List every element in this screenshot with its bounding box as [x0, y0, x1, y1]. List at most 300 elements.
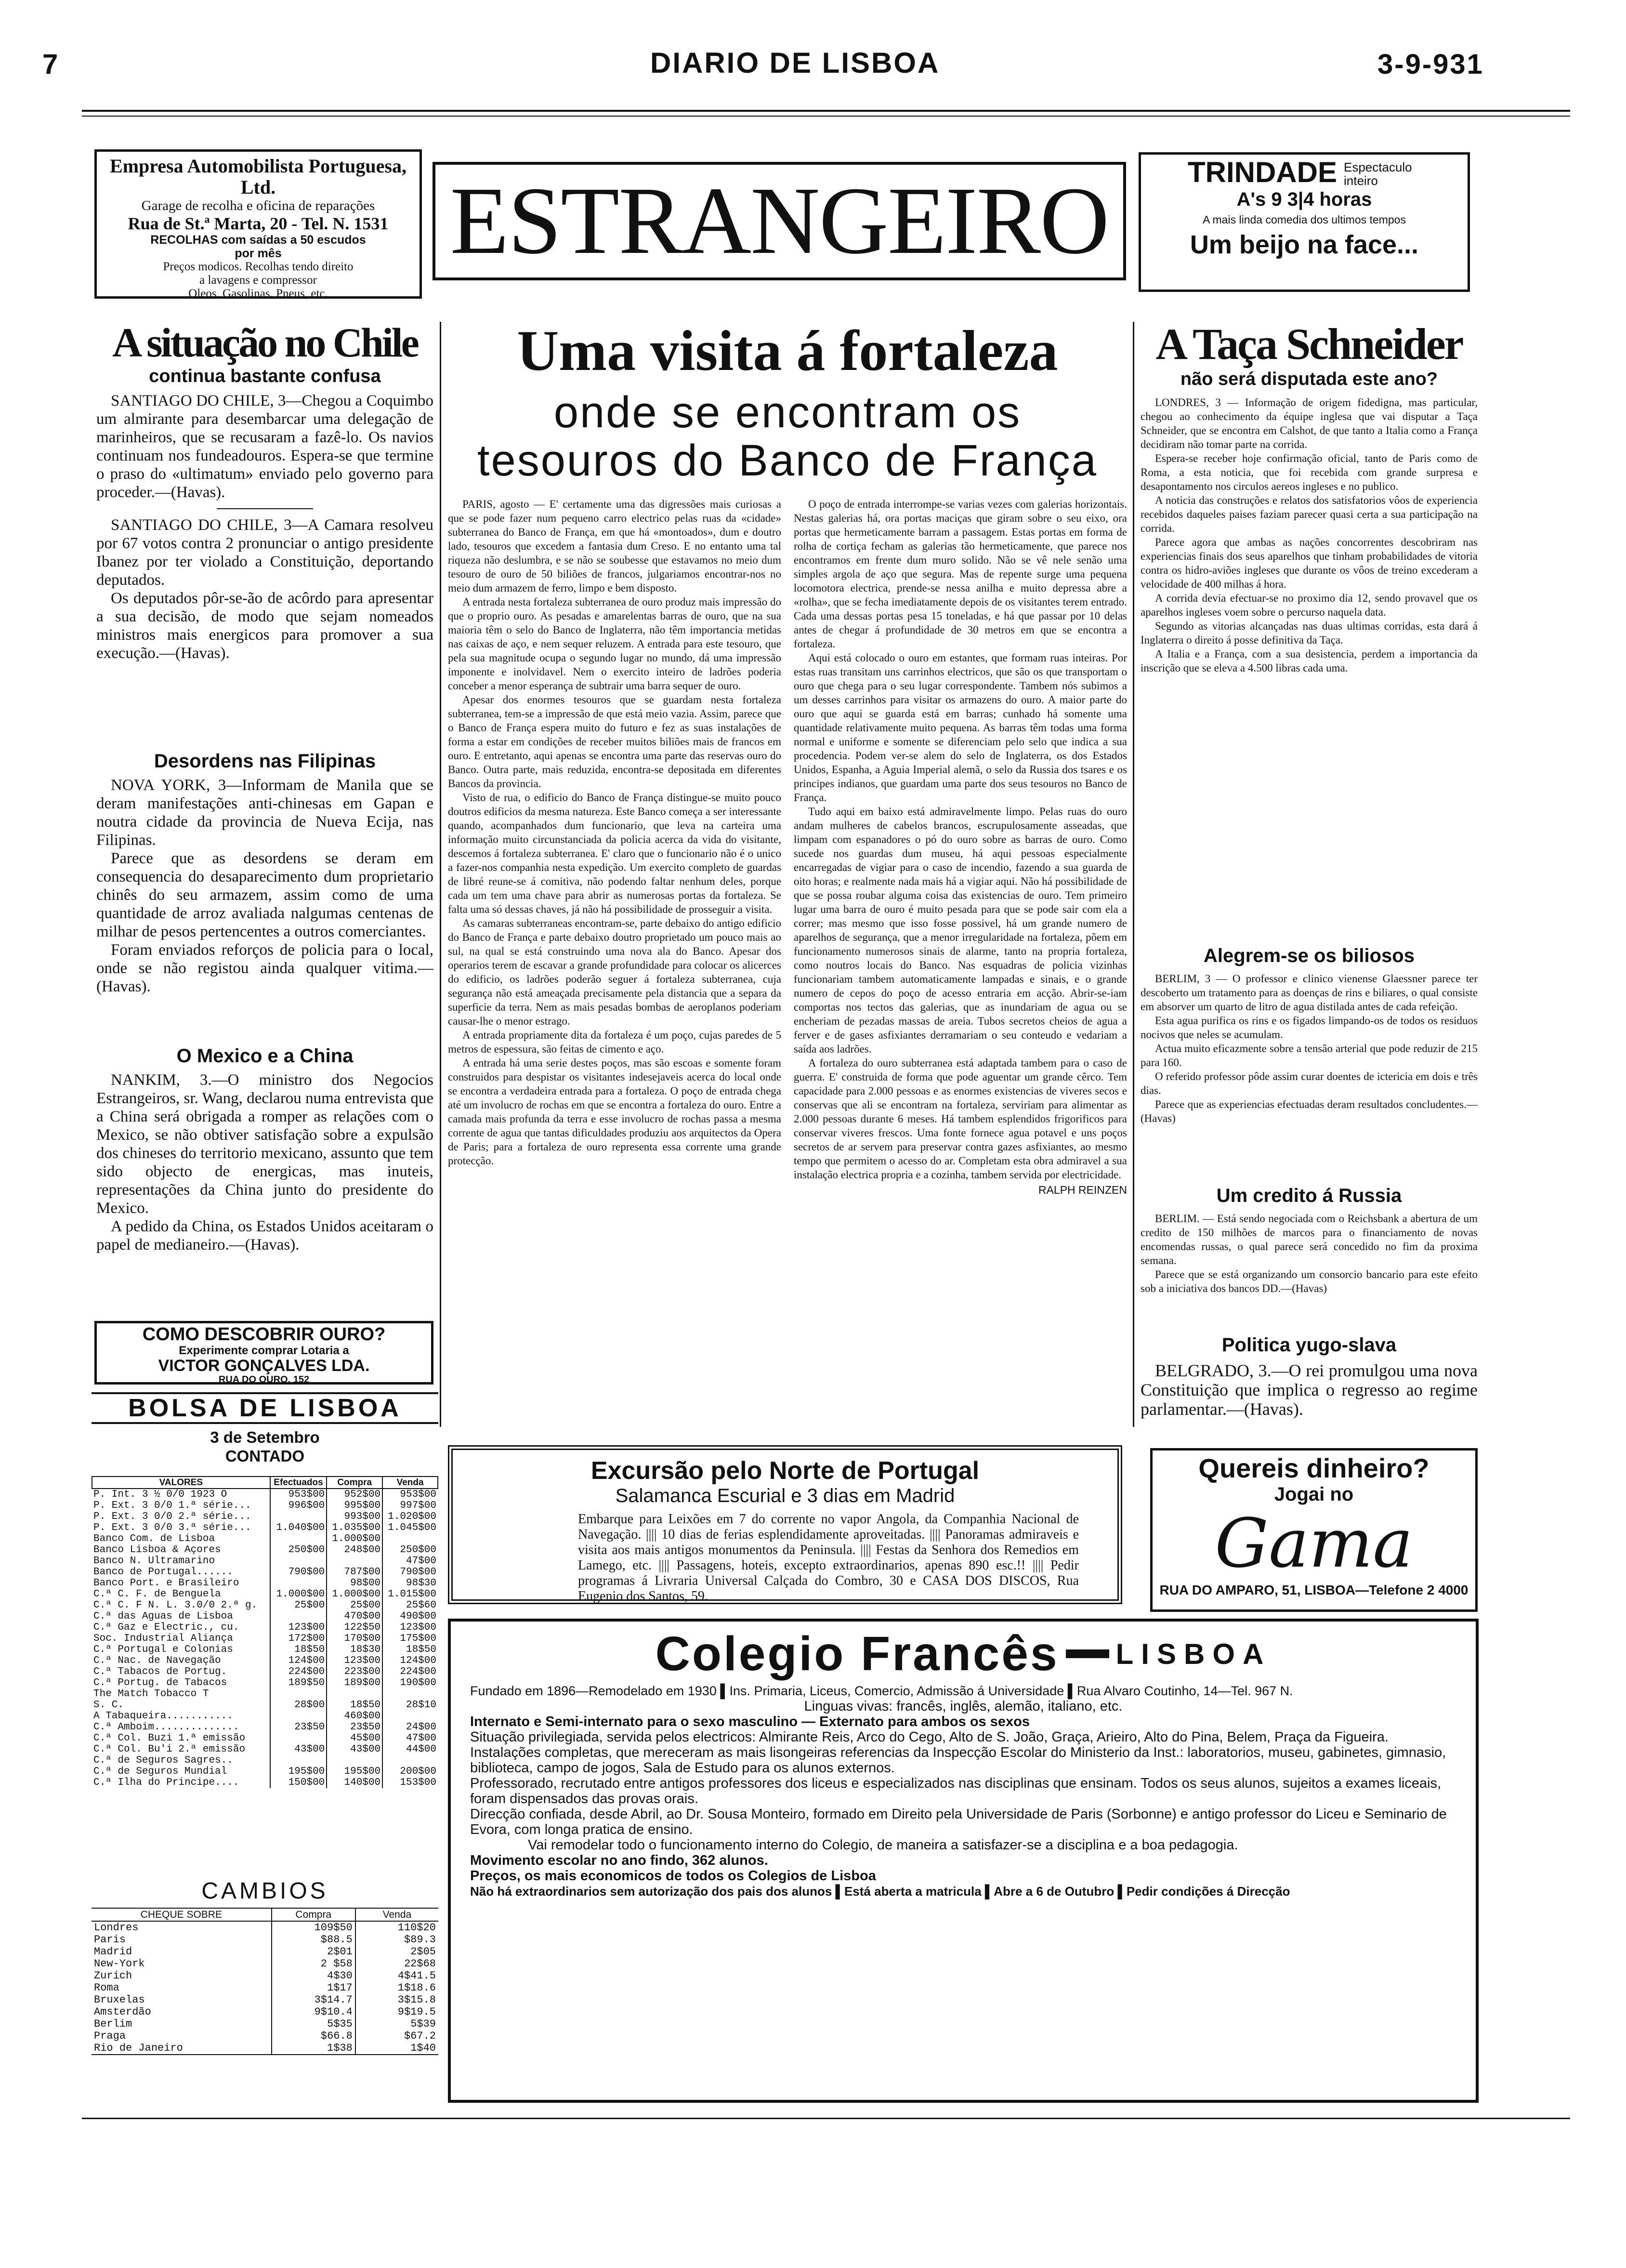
bolsa-cell: 124$00 [270, 1655, 327, 1666]
ad-trindade [1139, 152, 1470, 292]
table-row [92, 1622, 438, 1633]
cambios-cell: 22$68 [355, 1958, 438, 1970]
table-row [92, 1700, 438, 1711]
paragraph: Aqui está colocado o ouro em estantes, que formam ruas inteiras. Por estas ruas transitam uns carrinhos electricos, que são os que transportam o ouro que chega para o seu lugar correspondente. Tambem nós subimos a um desses carrinhos para visitar os armazens do ouro. A maior parte do ouro que aqui se guarda está em barras; cunhado há somente uma quantidade relativamente muito pequena. As barras têm todas uma forma normal e uniforme e somente se diferenciam pelo selo que indica a sua procedencia. Podem ver-se alem do selo de Inglaterra, os dos Estados Unidos, Espanha, a Aguia Imperial alemã, o selo da Russia dos tsares e os principes indianos, que guardam uma parte dos seus tesouros no Banco de França. [794, 652, 1127, 804]
ad-empresa-line: por mês [235, 247, 282, 260]
article-filipinas [96, 751, 433, 996]
bolsa-cell [327, 1688, 382, 1700]
bolsa-cell: 47$00 [382, 1733, 438, 1744]
bolsa-cell: 24$00 [382, 1722, 438, 1733]
ad-gama-address: RUA DO AMPARO, 51, LISBOA—Telefone 2 4000 [1159, 1582, 1469, 1597]
cambios-cell: $88.5 [272, 1934, 355, 1946]
bolsa-valor: A Tabaqueira........... [93, 1711, 233, 1722]
table-row [92, 1600, 438, 1611]
table-row [92, 1744, 438, 1755]
ad-colegio-line: Movimento escolar no ano findo, 362 alunos. [470, 1853, 768, 1868]
paragraph: Parece que se está organizando um consorcio bancario para este efeito sob a iniciativa dos bancos DD.—(Havas) [1141, 1268, 1478, 1294]
paragraph: Apesar dos enormes tesouros que se guardam nesta fortaleza subterranea, tem-se a impressão de que está meio vazia. Assim, parece que o Banco de França espera muito do futuro e fez as suas instalações de forma a estar em condições de receber muitos biliões mais de francos em ouro. E entretanto, aqui apenas se encontra uma parte das reservas ouro do Banco. Outra parte, mais reduzida, encontra-se depositada em diferentes Bancos da provincia. [448, 694, 781, 790]
paragraph: BERLIM, 3 — O professor e clinico vienense Glaessner parece ter descoberto um tratamento para as doenças de rins e biliares, o qual consiste em absorver um quarto de litro de agua distilada antes de cada refeição. [1141, 973, 1478, 1013]
article-fortaleza [448, 318, 1127, 1197]
bolsa-cell: 18$50 [270, 1644, 327, 1655]
cambios-cell: 1$18.6 [355, 1982, 438, 1994]
bolsa-cell: 224$00 [270, 1666, 327, 1677]
bolsa-title: BOLSA DE LISBOA [92, 1392, 438, 1424]
bolsa-cell: 123$00 [327, 1655, 382, 1666]
bolsa-cell [382, 1688, 438, 1700]
bolsa-cell: 250$00 [270, 1544, 327, 1556]
ad-empresa-line: Rua de St.ª Marta, 20 - Tel. N. 1531 [128, 214, 389, 233]
paragraph: A entrada há uma serie destes poços, mas são escoas e somente foram construidos para despistar os visitantes indesejaveis acerca do local onde se encontra a verdadeira entrada para a fortaleza. O poço de entrada chega até um involucro de rochas em que se encontra a fortaleza do ouro. Entre a camada mais profunda da terra e esse involucro de rochas passa a mesma corrente de agua que tantas dificuldades produziu aos arquitectos da Opera de Paris; para a fortaleza de ouro representa essa corrente uma grande protecção. [448, 1057, 781, 1167]
bolsa-valor: C.ª Portugal e Colonias [93, 1644, 233, 1655]
bolsa-cell: 1.000$00 [270, 1589, 327, 1600]
cambios-cell: 1$17 [272, 1982, 355, 1994]
headline: Desordens nas Filipinas [154, 751, 376, 772]
ad-empresa-line: RECOLHAS com saídas a 50 escudos [150, 233, 366, 247]
subhead: continua bastante confusa [149, 366, 381, 386]
bolsa-valor: S. C. [93, 1700, 124, 1711]
bolsa-cell: 44$00 [382, 1744, 438, 1755]
headline: Politica yugo-slava [1221, 1334, 1397, 1356]
headline: A situação no Chile [112, 319, 418, 366]
bolsa-cell: 953$00 [270, 1489, 327, 1500]
bolsa-cell: 124$00 [382, 1655, 438, 1666]
bolsa-valor: C.ª Col. Bu'i 2.ª emissão [93, 1744, 246, 1755]
bolsa-cell [327, 1755, 382, 1766]
paragraph: Visto de rua, o edificio do Banco de França distingue-se muito pouco doutros edificios da mesma natureza. Este Banco começa a ser interessante quando, acompanhados dum funcionario, que leva na carteira uma informação muito circunstanciada da policia acerca da vida do visitante, descemos á fortaleza subterranea. E' claro que o funcionario não é o unico a fazer-nos companhia nesta expedição. Um exercito completo de guardas de libré reune-se á comitiva, não podendo faltar nenhum deles, porque cada um tem uma chave para abrir as numerosas portas da fortaleza. Se falta uma só dessas chaves, já não há possibilidade de prosseguir a visita. [448, 791, 781, 915]
bolsa-header: Compra [327, 1477, 382, 1489]
paragraph: A corrida devia efectuar-se no proximo dia 12, sendo provavel que os aparelhos ingleses voem sobre o percurso naquela data. [1141, 592, 1478, 618]
ad-empresa-line: Preços modicos. Recolhas tendo direito [163, 260, 354, 273]
paragraph: PARIS, agosto — E' certamente uma das digressões mais curiosas a que se pode fazer num pequeno carro electrico pelas ruas da «cidade» subterranea do Banco de França, em que há «montoados», dum e doutro lado, tesouros que excedem a fantasia dum Creso. E no entanto uma tal riqueza não deslumbra, e se não se soubesse que estavamos no meio dum tesouro de ouro de 50 biliões de francos, julgariamos encontrar-nos no meio dum armazem de ferro, limpo e bem disposto. [448, 498, 781, 594]
bolsa-cell: 45$00 [327, 1733, 382, 1744]
bolsa-cell: 43$00 [327, 1744, 382, 1755]
bolsa-cell: 993$00 [327, 1511, 382, 1522]
table-row [92, 2018, 438, 2030]
bolsa-cell [382, 1533, 438, 1544]
bolsa-cell [270, 1578, 327, 1589]
bolsa-valor: C.ª Portug. de Tabacos [93, 1677, 227, 1688]
cambios-moeda: Rio de Janeiro [94, 2042, 183, 2054]
bolsa-valor: P. Ext. 3 0/0 3.ª série... [93, 1522, 251, 1533]
bolsa-valor: P. Ext. 3 0/0 1.ª série... [93, 1500, 251, 1511]
table-row [92, 1766, 438, 1777]
table-row [92, 1500, 438, 1511]
cambios-cell: 2 $58 [272, 1958, 355, 1970]
bolsa-valor: P. Ext. 3 0/0 2.ª série... [93, 1511, 251, 1522]
paragraph: Segundo as vitorias alcançadas nas duas ultimas corridas, esta dará á Inglaterra o direito á posse definitiva da Taça. [1141, 620, 1478, 646]
bolsa-cell: 1.000$00 [327, 1533, 382, 1544]
table-row [92, 1589, 438, 1600]
bolsa-cell: 490$00 [382, 1611, 438, 1622]
bolsa-cell: 123$00 [382, 1622, 438, 1633]
bolsa-cell: 223$00 [327, 1666, 382, 1677]
cambios-cell: 4$41.5 [355, 1970, 438, 1982]
paragraph: O referido professor pôde assim curar doentes de ictericia em dois e três dias. [1141, 1070, 1478, 1096]
cambios-cell: 3$15.8 [355, 1994, 438, 2006]
ad-ouro-address: RUA DO OURO, 152 [218, 1374, 310, 1385]
cambios-header: Venda [355, 1908, 438, 1921]
cambios-moeda: New-York [94, 1958, 145, 1970]
bolsa-cell [270, 1556, 327, 1567]
bolsa-date: 3 de Setembro [210, 1428, 320, 1446]
table-row [92, 1722, 438, 1733]
table-row [92, 1946, 438, 1958]
bolsa-cell: 153$00 [382, 1777, 438, 1788]
paragraph: As camaras subterraneas encontram-se, parte debaixo do antigo edificio do Banco de França e parte debaixo doutro proprietado um pouco mais ao sul, na qual se está construindo uma nova ala do Banco. Apesar dos operarios terem de escavar a grande profundidade para colocar os alicerces do edificio, os ladrões poderão seguer á fortaleza subterranea, cuja segurança não está ameaçada precisamente pela distancia que a separa da superficie da terra. Nem as mais pesadas bombas de aeroplanos poderiam causar-lhe o menor estrago. [448, 917, 781, 1027]
bolsa-cell: 250$00 [382, 1544, 438, 1556]
dash-rule [1066, 1649, 1109, 1658]
bolsa-valor: P. Int. 3 ½ 0/0 1923 O [93, 1489, 227, 1500]
cambios-title: CAMBIOS [201, 1878, 328, 1904]
bolsa-cell: 1.035$00 [327, 1522, 382, 1533]
ad-trindade-play: Um beijo na face... [1190, 230, 1419, 259]
ad-trindade-desc: A mais linda comedia dos ultimos tempos [1203, 213, 1406, 226]
cambios-moeda: Berlim [94, 2018, 132, 2030]
bolsa-cell: 140$00 [327, 1777, 382, 1788]
bolsa-sub: CONTADO [225, 1447, 305, 1465]
cambios-moeda: Bruxelas [94, 1994, 145, 2006]
ad-colegio-city: LISBOA [1115, 1637, 1272, 1670]
table-row [92, 1533, 438, 1544]
bolsa-table [92, 1476, 438, 1788]
bolsa-cell: 189$50 [270, 1677, 327, 1688]
bolsa-cell: 1.000$00 [327, 1589, 382, 1600]
headline: A Taça Schneider [1155, 319, 1463, 369]
cambios-cell: 110$20 [355, 1921, 438, 1934]
table-row [92, 1544, 438, 1556]
fortaleza-column-2 [794, 497, 1127, 1197]
bolsa-cell: 150$00 [270, 1777, 327, 1788]
ad-trindade-time: A's 9 3|4 horas [1236, 189, 1372, 210]
headline: Alegrem-se os biliosos [1204, 945, 1415, 966]
footer-rule [82, 2118, 1570, 2119]
cambios-cell: 3$14.7 [272, 1994, 355, 2006]
bolsa-cell: 28$00 [270, 1700, 327, 1711]
bolsa-cell: 28$10 [382, 1700, 438, 1711]
table-row [92, 1970, 438, 1982]
table-row [92, 1921, 438, 1934]
paragraph: Os deputados pôr-se-ão de acôrdo para apresentar a sua decisão, de modo que sejam nomeados ministros mais energicos para promover a sua execução.—(Havas). [96, 590, 433, 662]
bolsa-cell: 23$50 [270, 1722, 327, 1733]
table-row [92, 1755, 438, 1766]
bolsa-cell: 190$00 [382, 1677, 438, 1688]
bolsa-cell: 189$00 [327, 1677, 382, 1688]
cambios-header: Compra [272, 1908, 355, 1921]
bolsa-cell: 224$00 [382, 1666, 438, 1677]
table-row [92, 1578, 438, 1589]
cambios-cell: $66.8 [272, 2030, 355, 2042]
bolsa-cell: 1.020$00 [382, 1511, 438, 1522]
bolsa-cell: 175$00 [382, 1633, 438, 1644]
bolsa-cell [382, 1755, 438, 1766]
table-row [92, 1982, 438, 1994]
bolsa-cell: 122$50 [327, 1622, 382, 1633]
author: RALPH REINZEN [1038, 1184, 1127, 1196]
bolsa-valor: Banco Port. e Brasileiro [93, 1578, 239, 1589]
table-row [92, 1611, 438, 1622]
bolsa-cell: 248$00 [327, 1544, 382, 1556]
bolsa-cell [270, 1511, 327, 1522]
section-title: ESTRANGEIRO [450, 168, 1109, 274]
bolsa-valor: C.ª das Aguas de Lisboa [93, 1611, 233, 1622]
table-row [92, 1666, 438, 1677]
bolsa-cell: 23$50 [327, 1722, 382, 1733]
cambios-cell: $89.3 [355, 1934, 438, 1946]
bolsa-cell: 195$00 [327, 1766, 382, 1777]
ad-empresa-line: Empresa Automobilista Portuguesa, Ltd. [110, 155, 406, 198]
ad-colegio-line: Instalações completas, que mereceram as mais lisongeiras referencias da Inspecção Escolar do Ministerio da Inst.: laboratorios, museu, gabinetes, gimnasio, biblioteca, campo de jogos, Sala de Estudo para os alunos externos. [470, 1745, 1446, 1776]
bolsa-valor: C.ª Col. Buzi 1.ª emissão [93, 1733, 246, 1744]
paragraph: Espera-se receber hoje confirmação oficial, tanto de Paris como de Roma, a esta noticia, que foi recebida com grande surpresa e desapontamento nos circulos aereos ingleses e no publico. [1141, 452, 1478, 492]
paragraph: A pedido da China, os Estados Unidos aceitaram o papel de medianeiro.—(Havas). [96, 1218, 433, 1253]
bolsa-valor: The Match Tobacco T [93, 1688, 209, 1700]
bolsa-cell: 195$00 [270, 1766, 327, 1777]
table-row [92, 2006, 438, 2018]
paragraph: A entrada propriamente dita da fortaleza é um poço, cujas paredes de 5 metros de espessura, são feitas de cimento e aço. [448, 1029, 781, 1055]
ad-trindade-title: TRINDADE [1188, 156, 1337, 188]
table-row [92, 1711, 438, 1722]
paragraph: LONDRES, 3 — Informação de origem fidedigna, mas particular, chegou ao conhecimento da équipe inglesa que vai disputar a Taça Schneider, que se encontra em Calshot, de que tanto a Italia como a França decidiram não tomar parte na corrida. [1141, 396, 1478, 450]
ad-colegio-line: Situação privilegiada, servida pelos electricos: Almirante Reis, Arco do Cego, Alto de S. João, Graça, Arieiro, Alto do Pina, Belem, Praça da Figueira. [470, 1729, 1389, 1745]
bolsa-valor: C.ª de Seguros Sagres.. [93, 1755, 233, 1766]
newspaper-title: DIARIO DE LISBOA [650, 47, 940, 79]
table-row [92, 1644, 438, 1655]
paragraph: A noticia das construções e relatos dos satisfatorios vôos de experiencia recebidos daqueles paises faziam parecer quasi certa a sua participação na corrida. [1141, 494, 1478, 534]
ad-gama-brand: Gama [1215, 1504, 1413, 1583]
header-rule-2 [82, 116, 1570, 117]
paragraph: BELGRADO, 3.—O rei promulgou uma nova Constituição que implica o regresso ao regime parlamentar.—(Havas). [1141, 1361, 1478, 1419]
bolsa-valor: C.ª de Seguros Mundial [93, 1766, 227, 1777]
cambios-moeda: Paris [94, 1934, 126, 1946]
paragraph: Tudo aqui em baixo está admiravelmente limpo. Pelas ruas do ouro andam mulheres de cabelos brancos, escrupulosamente asseadas, que limpam com espanadores o pó do ouro sobre as barras de ouro. Como sucede nos guardas dum museu, há aqui pessoas especialmente encarregadas de vigiar para o caso de incendio, fazendo a sua guarda de oito horas; e realmente nada mais há a vigiar aqui. Não há possibilidade de que se possa roubar alguma coisa das existencias de ouro. Tem primeiro lugar uma barra de ouro é muito pesada para que se pode sair com ela a correr; mas mesmo que isso fosse possivel, há um grande numero de aparelhos de segurança, que a menor irregularidade na fortaleza, põem em funcionamento numerosos sinais de alarme, tanto na propria fortaleza, como noutros locais do Banco. Nas esquadras de policia vizinhas funcionariam tambem automaticamente lampadas e sinais, e o grande numero de cepos do poço de acesso entraria em acção. Abrir-se-iam comportas nos tectos das galerias, que as inundariam de agua ou se encheriam de pezadas massas de areia. Tubos secretos cheios de agua a ferver e de gases asfixiantes derramariam o seu conteudo e vedariam a saída aos ladrões. [794, 805, 1127, 1055]
ad-colegio-line: Linguas vivas: francês, inglês, alemão, italiano, etc. [804, 1699, 1123, 1714]
section-title-box [433, 162, 1126, 280]
cambios-header: CHEQUE SOBRE [92, 1908, 272, 1921]
bolsa-valor: Banco Lisboa & Açores [93, 1544, 221, 1556]
table-row [92, 1633, 438, 1644]
bolsa-cell: 47$00 [382, 1556, 438, 1567]
paragraph: NOVA YORK, 3—Informam de Manila que se deram manifestações anti-chinesas em Gapan e noutra cidade da provincia de Nueva Ecija, nas Filipinas. [96, 777, 433, 849]
cambios-moeda: Madrid [94, 1946, 132, 1958]
bolsa-valor: C.ª Tabacos de Portug. [93, 1666, 227, 1677]
bolsa-valor: Banco de Portugal...... [93, 1567, 233, 1578]
bolsa-cell [327, 1556, 382, 1567]
cambios-cell: 2$01 [272, 1946, 355, 1958]
cambios-cell: 1$40 [355, 2042, 438, 2055]
paragraph: Parece que as desordens se deram em consequencia do desaparecimento dum proprietario chinês do seu armazem, assim como de uma quantidade de arroz avaliada nalgumas centenas de milhar de pesos pertencentes a outros comerciantes. [96, 850, 433, 940]
article-taca-schneider [1141, 319, 1478, 675]
cambios-cell: 1$38 [272, 2042, 355, 2055]
cambios-section [92, 1878, 438, 2055]
cambios-moeda: Londres [94, 1922, 139, 1934]
article-biliosos [1141, 945, 1478, 1125]
table-row [92, 1556, 438, 1567]
bolsa-cell: 952$00 [327, 1489, 382, 1500]
subhead: não será disputada este ano? [1180, 369, 1438, 389]
bolsa-valor: C.ª Nac. de Navegação [93, 1655, 221, 1666]
bolsa-valor: C.ª C. F N. L. 3.0/0 2.ª g. [93, 1600, 258, 1611]
bolsa-cell: 170$00 [327, 1633, 382, 1644]
bolsa-cell: 1.040$00 [270, 1522, 327, 1533]
bolsa-cell: 200$00 [382, 1766, 438, 1777]
ad-colegio-line: Preços, os mais economicos de todos os Colegios de Lisboa [470, 1868, 876, 1884]
ad-gama [1150, 1448, 1478, 1612]
header-rule [82, 110, 1570, 112]
cambios-table [92, 1908, 438, 2055]
bolsa-cell: 98$30 [382, 1578, 438, 1589]
bolsa-cell: 1.015$00 [382, 1589, 438, 1600]
ad-trindade-note: Espectaculo inteiro [1344, 160, 1412, 188]
paragraph: Parece que as experiencias efectuadas deram resultados concludentes.—(Havas) [1141, 1098, 1478, 1124]
ad-excursao-title: Excursão pelo Norte de Portugal [590, 1457, 980, 1485]
issue-date: 3-9-931 [1377, 49, 1484, 80]
ad-empresa-automobilista [94, 149, 422, 299]
bolsa-cell: 25$00 [270, 1600, 327, 1611]
ad-ouro-name: VICTOR GONÇALVES LDA. [158, 1357, 370, 1375]
ad-colegio-line: Professorado, recrutado entre antigos professores dos liceus e especializados nas disciplinas que ensinam. Todos os seus alunos, sujeitos a exames liceais, foram dispensados das provas orais. [470, 1776, 1442, 1806]
bolsa-cell: 123$00 [270, 1622, 327, 1633]
bolsa-cell: 25$60 [382, 1600, 438, 1611]
bolsa-cell: 25$00 [327, 1600, 382, 1611]
ad-colegio-title: Colegio Francês [655, 1627, 1059, 1681]
bolsa-cell: 18$30 [327, 1644, 382, 1655]
bolsa-cell: 787$00 [327, 1567, 382, 1578]
bolsa-cell [270, 1733, 327, 1744]
bolsa-valor: Banco Com. de Lisboa [93, 1533, 215, 1544]
paragraph: A fortaleza do ouro subterranea está adaptada tambem para o caso de guerra. E' construida de forma que pode aguentar um grande cêrco. Tem capacidade para 2.000 pessoas e as enormes existencias de viveres secos e conservas que ali se encontram na fortaleza, serviriam para alimentar as 2.000 pessoas durante 6 meses. Há tambem esplendidos frigorificos para conservar viveres frescos. Uma fonte fornece agua potavel e uns poços secretos de ar servem para preservar contra gazes asfixiantes, ao mesmo tempo que permitem o acesso do ar. Completam esta obra admiravel a sua instalação electrica propria e a cozinha, tambem servida por electricidade. [794, 1057, 1127, 1181]
paragraph: A Italia e a França, com a sua desistencia, perdem a importancia da inscrição que se eleva a 4.500 libras cada uma. [1141, 648, 1478, 674]
column-rule [440, 322, 441, 1427]
article-credito-russia [1141, 1185, 1478, 1295]
cambios-moeda: Praga [94, 2030, 126, 2042]
bolsa-cell: 43$00 [270, 1744, 327, 1755]
ad-empresa-line: a lavagens e compressor [199, 274, 317, 287]
paragraph: O poço de entrada interrompe-se varias vezes com galerias horizontais. Nestas galerias há, ora portas maciças que giram sobre o seu eixo, ora portas que hermeticamente barram a passagem. Estas portas em forma de rolha de cortiça fecham as galerias tão hermeticamente, que parece nos encontramos em frente dum muro solido. Não se vê nele senão uma simples argola de aço que segura. Mas de repente surge uma pequena locomotora electrica, prende-se nessa anilha e muito depressa abre a «rolha», que se fecha imediatamente depois de os visitantes terem entrado. Cada uma dessas portas pesa 15 toneladas, e há que passar por 10 delas antes de chegar á profundidade de 30 metros em que se encontra a fortaleza. [794, 498, 1127, 650]
divider [217, 508, 313, 509]
paragraph: Foram enviados reforços de policia para o local, onde se não registou ainda qualquer vitima.—(Havas). [96, 941, 433, 995]
table-row [92, 1934, 438, 1946]
cambios-cell: 9$19.5 [355, 2006, 438, 2018]
paragraph: Esta agua purifica os rins e os figados limpando-os de todos os residuos nocivos que neles se acumulam. [1141, 1015, 1478, 1041]
ad-colegio-line: Vai remodelar todo o funcionamento interno do Colegio, de maneira a satisfazer-se a disciplina e a boa pedagogia. [528, 1837, 1238, 1853]
cambios-cell: 5$39 [355, 2018, 438, 2030]
fortaleza-column-1 [448, 497, 781, 1197]
table-row [92, 2030, 438, 2042]
bolsa-cell: 470$00 [327, 1611, 382, 1622]
cambios-cell: 2$05 [355, 1946, 438, 1958]
cambios-cell: $67.2 [355, 2030, 438, 2042]
ad-ouro-title: COMO DESCOBRIR OURO? [142, 1324, 386, 1345]
paragraph: Actua muito eficazmente sobre a tensão arterial que pode reduzir de 215 para 160. [1141, 1042, 1478, 1068]
table-row [92, 1655, 438, 1666]
ad-empresa-line: Oleos. Gasolinas. Pneus, etc. [188, 287, 328, 300]
cambios-cell: 5$35 [272, 2018, 355, 2030]
ad-colegio-line: Fundado em 1896—Remodelado em 1930 ▌Ins. Primaria, Liceus, Comercio, Admissão á Universidade ▌Rua Alvaro Coutinho, 14—Tel. 967 N. [470, 1684, 1293, 1698]
ad-gama-title: Quereis dinheiro? [1198, 1453, 1429, 1483]
bolsa-header: Efectuados [270, 1477, 327, 1489]
ad-empresa-line: Garage de recolha e oficina de reparações [141, 198, 375, 213]
bolsa-cell: 997$00 [382, 1500, 438, 1511]
bolsa-cell: 1.045$00 [382, 1522, 438, 1533]
bolsa-cell: 18$50 [327, 1700, 382, 1711]
bolsa-cell: 98$00 [327, 1578, 382, 1589]
bolsa-valor: C.ª Amboim.............. [93, 1722, 239, 1733]
paragraph: Parece agora que ambas as nações concorrentes descobriram nas experiencias finais dos seus aparelhos que tinham probabilidades de vitoria contra os hidro-aviões ingleses que durante os vôos de treino excederam a velocidade de 400 milhas á hora. [1141, 536, 1478, 590]
table-row [92, 1733, 438, 1744]
table-row [92, 1994, 438, 2006]
bolsa-header: VALORES [92, 1477, 270, 1489]
bolsa-cell [270, 1711, 327, 1722]
bolsa-valor: Banco N. Ultramarino [93, 1556, 215, 1567]
column-rule [1133, 322, 1134, 1427]
ad-colegio-line: Direcção confiada, desde Abril, ao Dr. Sousa Monteiro, formado em Direito pela Universidade de Paris (Sorbonne) e antigo professor do Liceu e Seminario de Evora, com longa pratica de ensino. [470, 1806, 1447, 1837]
headline: Um credito á Russia [1216, 1185, 1402, 1206]
ad-gama-sub: Jogai no [1274, 1484, 1354, 1505]
table-row [92, 1677, 438, 1688]
bolsa-valor: C.ª Ilha do Principe.... [93, 1777, 239, 1788]
paragraph: NANKIM, 3.—O ministro dos Negocios Estrangeiros, sr. Wang, declarou numa entrevista que a China será obrigada a romper as relações com o Mexico, se não obtiver satisfação sobre a expulsão dos chineses do territorio mexicano, assunto que tem sido objecto de energicas, mas inuteis, representações da China junto do presidente do Mexico. [96, 1071, 433, 1217]
ad-excursao [448, 1445, 1122, 1604]
bolsa-cell: 790$00 [270, 1567, 327, 1578]
cambios-moeda: Amsterdão [94, 2006, 151, 2018]
bolsa-cell: 995$00 [327, 1500, 382, 1511]
bolsa-cell [270, 1611, 327, 1622]
article-politica-jugoslava [1141, 1334, 1478, 1419]
ad-como-descobrir-ouro [94, 1321, 433, 1385]
table-row [92, 2042, 438, 2055]
bolsa-cell: 790$00 [382, 1567, 438, 1578]
bolsa-valor: Soc. Industrial Aliança [93, 1633, 233, 1644]
paragraph: SANTIAGO DO CHILE, 3—Chegou a Coquimbo um almirante para desembarcar uma delegação de marinheiros, que se recusaram a fazê-lo. Os navios continuam nos fundeadouros. Espera-se que termine o praso do «ultimatum» enviado pelo governo para proceder.—(Havas). [96, 392, 433, 501]
cambios-moeda: Roma [94, 1982, 119, 1994]
bolsa-cell: 172$00 [270, 1633, 327, 1644]
table-row [92, 1511, 438, 1522]
page-number: 7 [42, 49, 58, 80]
ad-excursao-body: Embarque para Leixões em 7 do corrente no vapor Angola, da Companhia Nacional de Navegação. |||| 10 dias de ferias esplendidamente aproveitadas. |||| Panoramas admiraveis e visita aos mais antigos monumentos da Peninsula. |||| Festas da Senhora dos Remedios em Lamego, etc. |||| Passagens, hoteis, excepto extraordinarios, apenas 890 esc.!! |||| Pedir programas á Livraria Universal Calçada do Combro, 30 e CASA DOS DISCOS, Rua Eugenio dos Santos, 59. [578, 1512, 1079, 1604]
bolsa-cell: 953$00 [382, 1489, 438, 1500]
table-row [92, 1688, 438, 1700]
bolsa-cell: 460$00 [327, 1711, 382, 1722]
article-chile [96, 319, 433, 662]
bolsa-cell: 18$50 [382, 1644, 438, 1655]
bolsa-cell [270, 1688, 327, 1700]
cambios-cell: 109$50 [272, 1921, 355, 1934]
cambios-cell: 4$30 [272, 1970, 355, 1982]
ad-colegio-line: Não há extraordinarios sem autorização dos pais dos alunos ▌Está aberta a matricula ▌Abre a 6 de Outubro ▌Pedir condições á Direcção [470, 1884, 1290, 1899]
bolsa-valor: C.ª Gaz e Electric., cu. [93, 1622, 239, 1633]
table-row [92, 1958, 438, 1970]
ad-colegio-line: Internato e Semi-internato para o sexo masculino — Externato para ambos os sexos [470, 1714, 1030, 1729]
bolsa-header: Venda [382, 1477, 438, 1489]
bolsa-valor: C.ª C. F. de Benguela [93, 1589, 221, 1600]
paragraph: BERLIM. — Está sendo negociada com o Reichsbank a abertura de um credito de 150 milhões de marcos para o financiamento de novas encomendas russas, o qual parece será concedido no fim da proxima semana. [1141, 1213, 1478, 1266]
ad-ouro-line: Experimente comprar Lotaria a [179, 1344, 349, 1357]
paragraph: SANTIAGO DO CHILE, 3—A Camara resolveu por 67 votos contra 2 pronunciar o antigo presidente Ibanez por ter violado a Constituição, deportando deputados. [96, 516, 433, 589]
table-row [92, 1522, 438, 1533]
cambios-moeda: Zurich [94, 1970, 132, 1982]
table-row [92, 1567, 438, 1578]
ad-excursao-sub: Salamanca Escurial e 3 dias em Madrid [615, 1485, 955, 1506]
subhead: onde se encontram os tesouros do Banco de França [477, 388, 1098, 485]
bolsa-cell [270, 1533, 327, 1544]
article-mexico [96, 1045, 433, 1254]
headline: O Mexico e a China [176, 1045, 354, 1067]
bolsa-cell: 996$00 [270, 1500, 327, 1511]
bolsa-cell [270, 1755, 327, 1766]
bolsa-section [92, 1392, 438, 1788]
bolsa-cell [382, 1711, 438, 1722]
table-row [92, 1777, 438, 1788]
